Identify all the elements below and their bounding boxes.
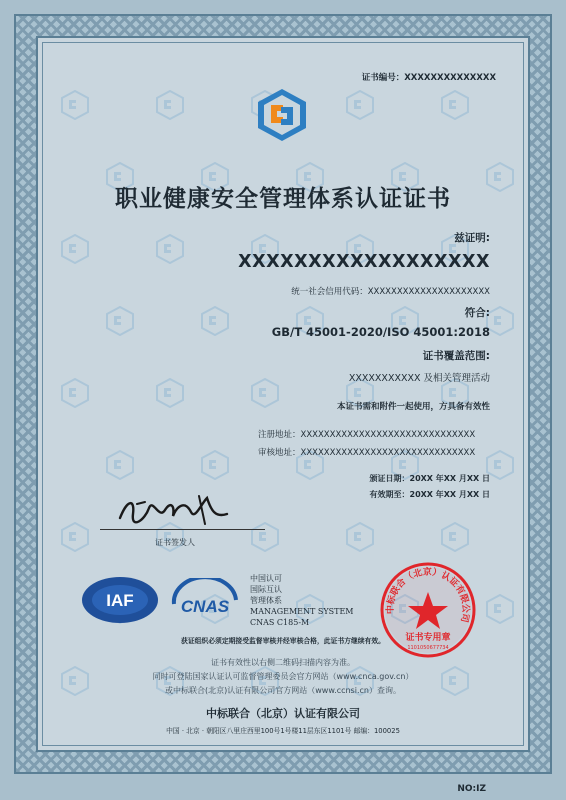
- credit-code: 统一社会信用代码：XXXXXXXXXXXXXXXXXXXXX: [291, 287, 490, 297]
- svg-text:1101050677734: 1101050677734: [407, 645, 449, 651]
- iaf-logo: [80, 575, 160, 625]
- expiry-date: 有效期至：20XX 年XX 月XX 日: [369, 490, 490, 499]
- cnas-line-5: CNAS C185-M: [250, 618, 310, 627]
- scope-label: 证书覆盖范围:: [422, 350, 490, 362]
- certify-label: 兹证明:: [454, 232, 490, 244]
- fine-print: 获证组织必须定期接受监督审核并经审核合格，此证书方继续有效。: [181, 637, 385, 645]
- svg-text:中标联合（北京）认证有限公司: 中标联合（北京）认证有限公司: [385, 567, 471, 624]
- cnas-line-3: 管理体系: [250, 596, 282, 605]
- scope-value: XXXXXXXXXXX 及相关管理活动: [348, 373, 490, 384]
- verify-line-2: 或中标联合(北京)认证有限公司官方网站（www.ccnsi.cn）查询。: [165, 686, 401, 695]
- company-address: 中国 · 北京 · 朝阳区八里庄西里100号1号楼11层东区1101号 邮编：100025: [166, 727, 400, 735]
- svg-text:证书专用章: 证书专用章: [405, 633, 451, 643]
- watermark-logo-icon: [440, 90, 470, 120]
- certificate-number: [362, 71, 496, 83]
- signature-line: [100, 529, 265, 530]
- watermark-logo-icon: [345, 522, 375, 552]
- cnas-line-4: MANAGEMENT SYSTEM: [250, 607, 354, 616]
- watermark-logo-icon: [155, 234, 185, 264]
- watermark-logo-icon: [60, 90, 90, 120]
- watermark-logo-icon: [60, 522, 90, 552]
- watermark-logo-icon: [200, 450, 230, 480]
- watermark-logo-icon: [345, 90, 375, 120]
- standard-code: GB/T 45001-2020/ISO 45001:2018: [271, 325, 490, 339]
- watermark-logo-icon: [105, 450, 135, 480]
- official-seal-stamp: [378, 560, 478, 660]
- cnas-accreditation-text: [250, 573, 354, 628]
- handwritten-signature: [115, 490, 235, 530]
- cnas-logo: [168, 578, 242, 630]
- audit-address: 审核地址：XXXXXXXXXXXXXXXXXXXXXXXXXXXXXX: [258, 448, 476, 458]
- watermark-logo-icon: [60, 234, 90, 264]
- bottom-number: NO:IZ: [457, 784, 486, 794]
- watermark-logo-icon: [250, 378, 280, 408]
- signer-label: 证书签发人: [155, 538, 195, 547]
- validity-note: 本证书需和附件一起使用，方具备有效性: [336, 402, 490, 412]
- registered-address: 注册地址：XXXXXXXXXXXXXXXXXXXXXXXXXXXXXX: [258, 430, 476, 440]
- watermark-logo-icon: [440, 522, 470, 552]
- cnas-line-2: 国际互认: [250, 585, 282, 594]
- issuing-company-name: 中标联合（北京）认证有限公司: [206, 707, 360, 720]
- watermark-logo-icon: [155, 378, 185, 408]
- conform-label: 符合:: [464, 307, 490, 319]
- watermark-logo-icon: [200, 306, 230, 336]
- issue-date: 颁证日期：20XX 年XX 月XX 日: [369, 474, 490, 483]
- watermark-logo-icon: [250, 522, 280, 552]
- watermark-logo-icon: [485, 594, 515, 624]
- verify-line-1: 同时可登陆国家认证认可监督管理委员会官方网站（www.cnca.gov.cn）: [152, 672, 414, 681]
- watermark-logo-icon: [105, 306, 135, 336]
- certificate-title: 职业健康安全管理体系认证证书: [115, 186, 451, 212]
- watermark-logo-icon: [155, 90, 185, 120]
- iaf-logo-text: IAF: [106, 591, 134, 610]
- certificate-number-value: XXXXXXXXXXXXXX: [404, 73, 496, 83]
- cnas-line-1: 中国认可: [250, 574, 282, 583]
- organization-name: XXXXXXXXXXXXXXXXXX: [238, 252, 490, 272]
- cnas-logo-text: CNAS: [180, 597, 230, 616]
- qr-note: 证书有效性以右侧二维码扫描内容为准。: [211, 658, 355, 667]
- company-logo-icon: [256, 88, 308, 142]
- watermark-logo-icon: [60, 378, 90, 408]
- certificate-number-label: 证书编号：: [361, 73, 405, 83]
